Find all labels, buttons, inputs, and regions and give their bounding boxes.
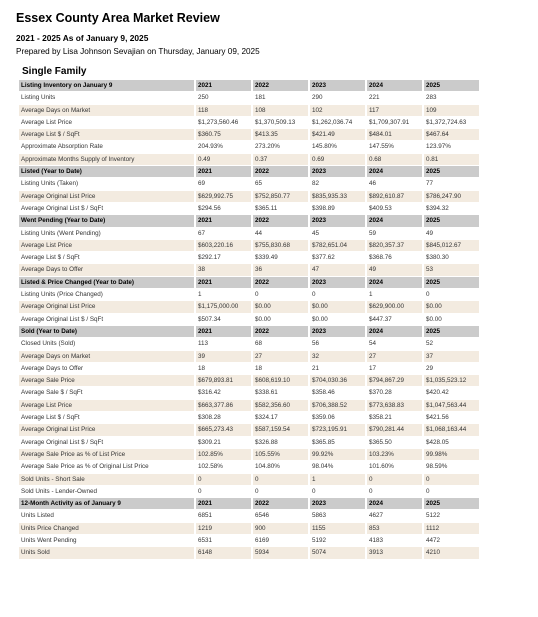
table-cell: 118 (196, 105, 251, 116)
section-header-row (19, 80, 479, 91)
table-cell: $1,175,000.00 (196, 301, 251, 312)
table-cell: $365.85 (310, 437, 365, 448)
section-header-label: Listed & Price Changed (Year to Date) (19, 277, 194, 288)
year-header: 2021 (196, 80, 251, 91)
table-cell: $1,370,509.13 (253, 117, 308, 128)
table-row (19, 449, 479, 460)
table-cell: 103.23% (367, 449, 422, 460)
table-cell: 29 (424, 363, 479, 374)
table-cell: 65 (253, 178, 308, 189)
table-cell: $892,610.87 (367, 191, 422, 202)
table-cell: $358.46 (310, 387, 365, 398)
table-cell: 4627 (367, 510, 422, 521)
row-label: Sold Units - Short Sale (19, 474, 194, 485)
table-cell: 98.04% (310, 461, 365, 472)
year-header: 2022 (253, 215, 308, 226)
year-header: 2025 (424, 215, 479, 226)
table-cell: 49 (424, 228, 479, 239)
section-header-label: 12-Month Activity as of January 9 (19, 498, 194, 509)
table-cell: 68 (253, 338, 308, 349)
year-header: 2021 (196, 166, 251, 177)
table-cell: 54 (367, 338, 422, 349)
table-cell: 36 (253, 264, 308, 275)
table-cell: 32 (310, 351, 365, 362)
section-header-row (19, 166, 479, 177)
table-cell: $752,850.77 (253, 191, 308, 202)
row-label: Sold Units - Lender-Owned (19, 486, 194, 497)
year-header: 2022 (253, 498, 308, 509)
year-header: 2024 (367, 215, 422, 226)
table-cell: 56 (310, 338, 365, 349)
table-cell: $413.35 (253, 129, 308, 140)
section-header-row (19, 215, 479, 226)
row-label: Listing Units (Taken) (19, 178, 194, 189)
table-row (19, 141, 479, 152)
row-label: Average List $ / SqFt (19, 129, 194, 140)
year-header: 2023 (310, 277, 365, 288)
table-cell: $420.42 (424, 387, 479, 398)
section-header-label: Listed (Year to Date) (19, 166, 194, 177)
year-header: 2025 (424, 326, 479, 337)
table-cell: $309.21 (196, 437, 251, 448)
table-cell: $782,651.04 (310, 240, 365, 251)
table-row (19, 129, 479, 140)
table-row (19, 523, 479, 534)
table-cell: $587,159.54 (253, 424, 308, 435)
section-header-label: Sold (Year to Date) (19, 326, 194, 337)
year-header: 2023 (310, 215, 365, 226)
table-row (19, 105, 479, 116)
table-cell: 27 (253, 351, 308, 362)
row-label: Average Original List $ / SqFt (19, 437, 194, 448)
table-cell: 82 (310, 178, 365, 189)
table-cell: 221 (367, 92, 422, 103)
table-cell: $359.06 (310, 412, 365, 423)
table-row (19, 240, 479, 251)
table-row (19, 314, 479, 325)
year-header: 2023 (310, 80, 365, 91)
table-cell: 46 (367, 178, 422, 189)
table-cell: 0 (310, 289, 365, 300)
row-label: Closed Units (Sold) (19, 338, 194, 349)
table-cell: 53 (424, 264, 479, 275)
table-row (19, 301, 479, 312)
section-title: Single Family (22, 66, 87, 77)
table-cell: 17 (367, 363, 422, 374)
table-cell: 1112 (424, 523, 479, 534)
table-cell: 0.81 (424, 154, 479, 165)
table-cell: 853 (367, 523, 422, 534)
table-cell: $0.00 (310, 314, 365, 325)
table-cell: 5074 (310, 547, 365, 558)
table-cell: $326.88 (253, 437, 308, 448)
table-cell: 108 (253, 105, 308, 116)
row-label: Approximate Absorption Rate (19, 141, 194, 152)
row-label: Average Original List $ / SqFt (19, 203, 194, 214)
year-header: 2025 (424, 277, 479, 288)
row-label: Listing Units (Went Pending) (19, 228, 194, 239)
table-cell: 1219 (196, 523, 251, 534)
year-header: 2021 (196, 326, 251, 337)
year-header: 2025 (424, 80, 479, 91)
table-cell: $835,935.33 (310, 191, 365, 202)
table-cell: $0.00 (424, 301, 479, 312)
table-cell: 49 (367, 264, 422, 275)
table-cell: 102.58% (196, 461, 251, 472)
table-cell: 109 (424, 105, 479, 116)
year-header: 2023 (310, 498, 365, 509)
table-cell: 0 (367, 474, 422, 485)
table-cell: $421.49 (310, 129, 365, 140)
table-cell: $794,867.29 (367, 375, 422, 386)
table-cell: 39 (196, 351, 251, 362)
table-cell: $447.37 (367, 314, 422, 325)
section-header-label: Went Pending (Year to Date) (19, 215, 194, 226)
table-cell: 52 (424, 338, 479, 349)
page-title: Essex County Area Market Review (16, 11, 220, 25)
table-cell: 0 (424, 486, 479, 497)
table-cell: $1,035,523.12 (424, 375, 479, 386)
table-cell: 0 (424, 474, 479, 485)
table-cell: 4472 (424, 535, 479, 546)
table-row (19, 535, 479, 546)
table-cell: $665,273.43 (196, 424, 251, 435)
table-cell: 283 (424, 92, 479, 103)
table-cell: 6169 (253, 535, 308, 546)
table-row (19, 486, 479, 497)
table-cell: 99.92% (310, 449, 365, 460)
table-cell: $755,830.68 (253, 240, 308, 251)
table-row (19, 424, 479, 435)
table-cell: $723,195.91 (310, 424, 365, 435)
row-label: Average Sale Price as % of Original List Price (19, 461, 194, 472)
table-cell: 4210 (424, 547, 479, 558)
market-review-table (17, 79, 481, 560)
table-cell: 123.97% (424, 141, 479, 152)
row-label: Average Days on Market (19, 351, 194, 362)
table-cell: $790,281.44 (367, 424, 422, 435)
table-cell: $294.56 (196, 203, 251, 214)
table-row (19, 264, 479, 275)
table-cell: 99.98% (424, 449, 479, 460)
table-row (19, 228, 479, 239)
table-cell: 113 (196, 338, 251, 349)
table-row (19, 191, 479, 202)
table-cell: $484.01 (367, 129, 422, 140)
row-label: Average Original List Price (19, 424, 194, 435)
table-row (19, 363, 479, 374)
table-cell: 1 (196, 289, 251, 300)
table-cell: 102.85% (196, 449, 251, 460)
table-cell: 1 (310, 474, 365, 485)
table-cell: $368.76 (367, 252, 422, 263)
year-header: 2021 (196, 498, 251, 509)
table-cell: 5863 (310, 510, 365, 521)
row-label: Average Days on Market (19, 105, 194, 116)
year-header: 2021 (196, 277, 251, 288)
table-row (19, 387, 479, 398)
table-cell: 5122 (424, 510, 479, 521)
year-header: 2022 (253, 326, 308, 337)
table-cell: $1,262,036.74 (310, 117, 365, 128)
table-row (19, 203, 479, 214)
table-cell: 0 (253, 289, 308, 300)
table-cell: 0 (367, 486, 422, 497)
year-header: 2022 (253, 166, 308, 177)
table-cell: 0.37 (253, 154, 308, 165)
table-cell: 67 (196, 228, 251, 239)
table-cell: 0 (424, 289, 479, 300)
year-header: 2024 (367, 326, 422, 337)
table-cell: 59 (367, 228, 422, 239)
table-row (19, 338, 479, 349)
table-row (19, 547, 479, 558)
table-cell: 18 (253, 363, 308, 374)
table-cell: $679,893.81 (196, 375, 251, 386)
table-cell: 6531 (196, 535, 251, 546)
table-cell: 900 (253, 523, 308, 534)
table-cell: 1 (367, 289, 422, 300)
table-cell: $1,372,724.63 (424, 117, 479, 128)
row-label: Average List $ / SqFt (19, 412, 194, 423)
table-cell: $316.42 (196, 387, 251, 398)
table-cell: $706,388.52 (310, 400, 365, 411)
table-cell: $0.00 (310, 301, 365, 312)
table-cell: $629,900.00 (367, 301, 422, 312)
table-cell: 21 (310, 363, 365, 374)
table-cell: $421.56 (424, 412, 479, 423)
section-header-label: Listing Inventory on January 9 (19, 80, 194, 91)
row-label: Average List Price (19, 400, 194, 411)
table-cell: $1,709,307.91 (367, 117, 422, 128)
table-cell: $338.61 (253, 387, 308, 398)
year-header: 2023 (310, 326, 365, 337)
table-cell: $0.00 (253, 301, 308, 312)
row-label: Average List $ / SqFt (19, 252, 194, 263)
table-cell: 5934 (253, 547, 308, 558)
row-label: Approximate Months Supply of Inventory (19, 154, 194, 165)
table-cell: 6546 (253, 510, 308, 521)
table-cell: $820,357.37 (367, 240, 422, 251)
table-cell: 4183 (367, 535, 422, 546)
table-cell: $603,220.16 (196, 240, 251, 251)
table-cell: 27 (367, 351, 422, 362)
table-cell: 6851 (196, 510, 251, 521)
row-label: Average Original List Price (19, 191, 194, 202)
table-cell: 101.60% (367, 461, 422, 472)
table-row (19, 412, 479, 423)
table-cell: $394.32 (424, 203, 479, 214)
table-cell: $1,273,560.46 (196, 117, 251, 128)
table-cell: 37 (424, 351, 479, 362)
row-label: Average Sale Price as % of List Price (19, 449, 194, 460)
table-cell: $467.64 (424, 129, 479, 140)
table-cell: 181 (253, 92, 308, 103)
row-label: Average Original List Price (19, 301, 194, 312)
report-subtitle: 2021 - 2025 As of January 9, 2025 (16, 33, 149, 43)
table-cell: 6148 (196, 547, 251, 558)
table-row (19, 351, 479, 362)
table-cell: 0 (310, 486, 365, 497)
year-header: 2023 (310, 166, 365, 177)
row-label: Units Listed (19, 510, 194, 521)
table-cell: 18 (196, 363, 251, 374)
table-cell: 3913 (367, 547, 422, 558)
row-label: Average Original List $ / SqFt (19, 314, 194, 325)
table-cell: $773,638.83 (367, 400, 422, 411)
table-row (19, 437, 479, 448)
table-row (19, 400, 479, 411)
table-cell: 105.55% (253, 449, 308, 460)
table-cell: 273.20% (253, 141, 308, 152)
year-header: 2022 (253, 277, 308, 288)
year-header: 2024 (367, 498, 422, 509)
table-cell: $582,356.60 (253, 400, 308, 411)
section-header-row (19, 277, 479, 288)
table-cell: $507.34 (196, 314, 251, 325)
table-cell: 77 (424, 178, 479, 189)
table-cell: 69 (196, 178, 251, 189)
year-header: 2021 (196, 215, 251, 226)
row-label: Average Days to Offer (19, 363, 194, 374)
table-cell: 45 (310, 228, 365, 239)
table-row (19, 289, 479, 300)
row-label: Average Sale $ / SqFt (19, 387, 194, 398)
table-cell: 1155 (310, 523, 365, 534)
table-cell: 0 (196, 474, 251, 485)
table-row (19, 92, 479, 103)
table-cell: $845,012.67 (424, 240, 479, 251)
row-label: Average List Price (19, 117, 194, 128)
table-cell: $663,377.86 (196, 400, 251, 411)
table-cell: 47 (310, 264, 365, 275)
table-row (19, 375, 479, 386)
table-cell: $704,030.36 (310, 375, 365, 386)
row-label: Average Sale Price (19, 375, 194, 386)
table-cell: $398.89 (310, 203, 365, 214)
table-cell: $428.05 (424, 437, 479, 448)
table-row (19, 117, 479, 128)
table-cell: $0.00 (253, 314, 308, 325)
table-cell: 117 (367, 105, 422, 116)
section-header-row (19, 498, 479, 509)
table-cell: 204.93% (196, 141, 251, 152)
table-cell: 104.80% (253, 461, 308, 472)
table-cell: 0.68 (367, 154, 422, 165)
table-cell: $1,047,563.44 (424, 400, 479, 411)
table-row (19, 252, 479, 263)
table-cell: $377.62 (310, 252, 365, 263)
table-cell: $308.28 (196, 412, 251, 423)
row-label: Units Sold (19, 547, 194, 558)
year-header: 2022 (253, 80, 308, 91)
table-row (19, 178, 479, 189)
row-label: Listing Units (Price Changed) (19, 289, 194, 300)
table-cell: $365.50 (367, 437, 422, 448)
table-cell: 290 (310, 92, 365, 103)
table-cell: 0 (196, 486, 251, 497)
table-cell: $629,992.75 (196, 191, 251, 202)
section-header-row (19, 326, 479, 337)
year-header: 2024 (367, 166, 422, 177)
table-cell: 5192 (310, 535, 365, 546)
table-cell: $360.75 (196, 129, 251, 140)
table-cell: $0.00 (424, 314, 479, 325)
year-header: 2024 (367, 80, 422, 91)
table-cell: 102 (310, 105, 365, 116)
table-row (19, 154, 479, 165)
table-cell: 0.49 (196, 154, 251, 165)
table-cell: 0.69 (310, 154, 365, 165)
table-cell: $786,247.90 (424, 191, 479, 202)
table-cell: $409.53 (367, 203, 422, 214)
table-cell: $324.17 (253, 412, 308, 423)
row-label: Units Went Pending (19, 535, 194, 546)
table-cell: $339.49 (253, 252, 308, 263)
table-row (19, 461, 479, 472)
table-cell: $358.21 (367, 412, 422, 423)
table-cell: 0 (253, 486, 308, 497)
table-cell: 147.55% (367, 141, 422, 152)
table-cell: 98.59% (424, 461, 479, 472)
table-cell: $370.28 (367, 387, 422, 398)
table-cell: 0 (253, 474, 308, 485)
table-cell: 38 (196, 264, 251, 275)
year-header: 2025 (424, 498, 479, 509)
table-row (19, 474, 479, 485)
year-header: 2024 (367, 277, 422, 288)
prepared-by: Prepared by Lisa Johnson Sevajian on Thursday, January 09, 2025 (16, 47, 260, 56)
table-cell: 145.80% (310, 141, 365, 152)
year-header: 2025 (424, 166, 479, 177)
table-cell: $380.30 (424, 252, 479, 263)
table-cell: 250 (196, 92, 251, 103)
table-cell: $365.11 (253, 203, 308, 214)
table-row (19, 510, 479, 521)
table-cell: $608,619.10 (253, 375, 308, 386)
row-label: Average Days to Offer (19, 264, 194, 275)
row-label: Units Price Changed (19, 523, 194, 534)
row-label: Listing Units (19, 92, 194, 103)
table-cell: 44 (253, 228, 308, 239)
table-cell: $292.17 (196, 252, 251, 263)
table-cell: $1,068,163.44 (424, 424, 479, 435)
row-label: Average List Price (19, 240, 194, 251)
